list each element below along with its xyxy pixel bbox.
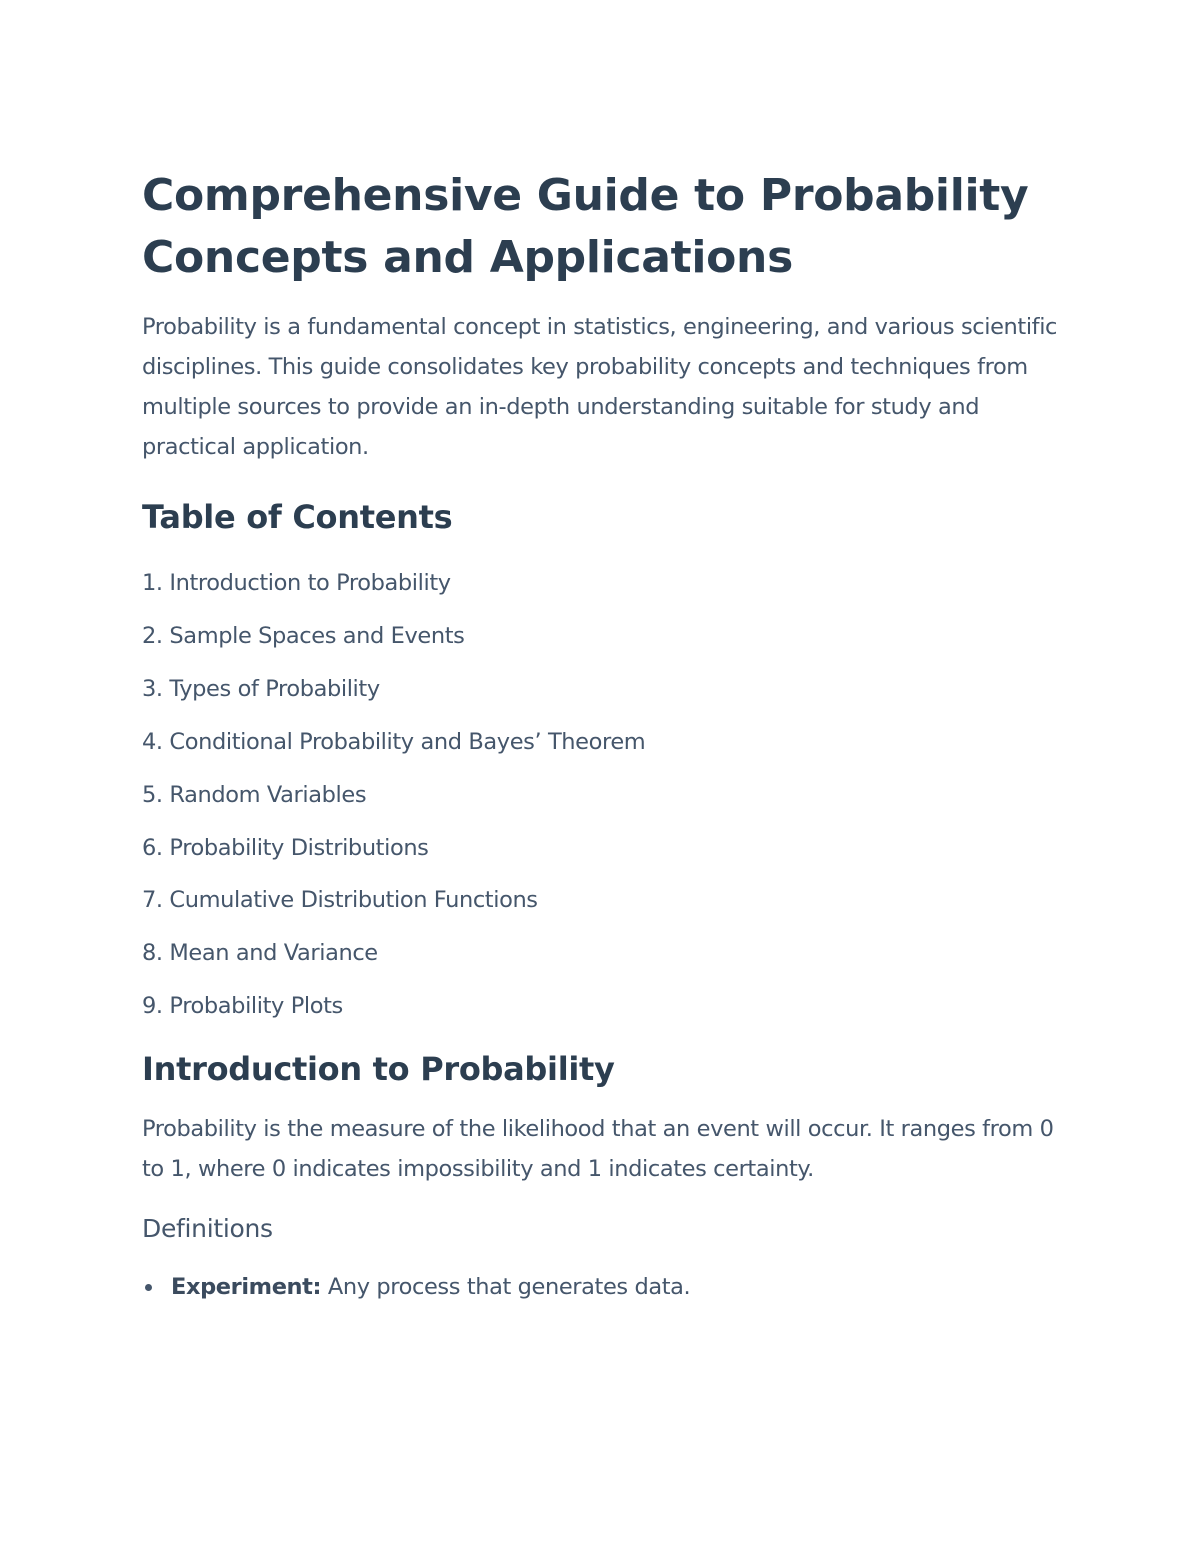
page-title: Comprehensive Guide to Probability Concepts and Applications	[142, 170, 1029, 283]
document-page	[142, 165, 1072, 1307]
table-of-contents	[142, 557, 1072, 1033]
definition-term: Experiment:	[171, 1274, 322, 1301]
toc-item[interactable]: 7. Cumulative Distribution Functions	[142, 887, 538, 914]
definition-text: Any process that generates data.	[321, 1274, 691, 1301]
toc-item[interactable]: 2. Sample Spaces and Events	[142, 622, 465, 649]
section-paragraph: Probability is the measure of the likelihood that an event will occur. It ranges from 0 to 1, where 0 indicates impossibility and 1 indicates certainty.	[142, 1116, 1054, 1183]
toc-item[interactable]: 8. Mean and Variance	[142, 940, 378, 967]
intro-paragraph: Probability is a fundamental concept in statistics, engineering, and various scientific disciplines. This guide consolidates key probability concepts and techniques from multiple sources to provide an in-depth understanding suitable for study and practical application.	[142, 314, 1058, 460]
toc-item[interactable]: 1. Introduction to Probability	[142, 570, 451, 596]
toc-item[interactable]: 9. Probability Plots	[142, 993, 343, 1020]
toc-item[interactable]: 4. Conditional Probability and Bayes’ Theorem	[142, 728, 646, 755]
definitions-list	[142, 1267, 1072, 1307]
bullet-icon	[145, 1284, 152, 1291]
toc-item[interactable]: 6. Probability Distributions	[142, 834, 429, 861]
list-item	[142, 1267, 1072, 1307]
toc-item[interactable]: 5. Random Variables	[142, 781, 367, 808]
definitions-heading: Definitions	[142, 1214, 273, 1244]
toc-item[interactable]: 3. Types of Probability	[142, 675, 380, 702]
toc-heading: Table of Contents	[142, 498, 453, 536]
section-heading: Introduction to Probability	[142, 1050, 615, 1089]
